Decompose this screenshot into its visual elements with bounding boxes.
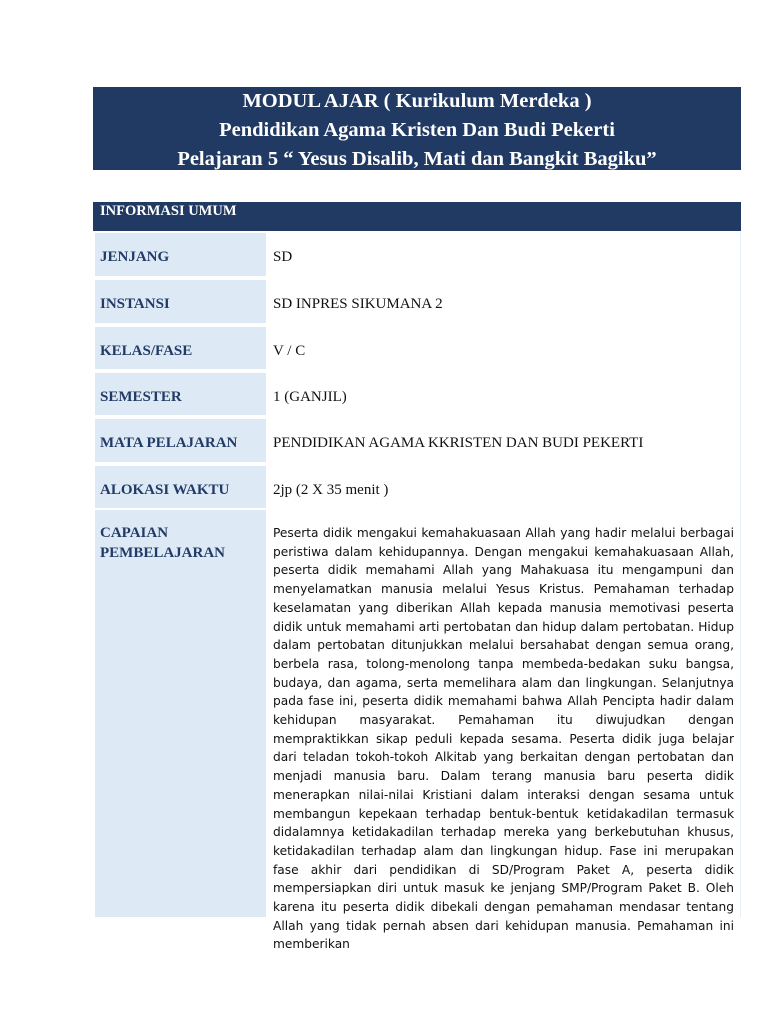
title-line-1: MODUL AJAR ( Kurikulum Merdeka ) [242, 90, 592, 112]
row-label: ALOKASI WAKTU [95, 466, 266, 508]
table-row-instansi [93, 278, 741, 325]
row-label: JENJANG [95, 233, 266, 276]
row-label: KELAS/FASE [95, 327, 266, 369]
row-label: INSTANSI [95, 280, 266, 323]
row-value: 2jp (2 X 35 menit ) [273, 482, 389, 498]
capaian-pembelajaran-text: Peserta didik mengakui kemahakuasaan Allah yang hadir melalui berbagai peristiwa dalam kehidupannya. Dengan mengakui kemahakuasaan Allah, peserta didik memahami Allah yang Mahakuasa itu mengampuni dan menyelamatkan manusia melalui Yesus Kristus. Pemahaman terhadap keselamatan yang diberikan Allah kepada manusia memotivasi peserta didik untuk memahami arti pertobatan dan hidup dalam pertobatan. Hidup dalam pertobatan ditunjukkan melalui bersahabat dengan semua orang, berbela rasa, tolong-menolong tanpa membeda-bedakan suku bangsa, budaya, dan agama, serta memelihara alam dan lingkungan. Selanjutnya pada fase ini, peserta didik memahami bahwa Allah Pencipta hadir dalam kehidupan masyarakat. Pemahaman itu diwujudkan dengan mempraktikkan sikap peduli kepada sesama. Peserta didik juga belajar dari teladan tokoh-tokoh Alkitab yang berkaitan dengan pertobatan dan menjadi manusia baru. Dalam terang manusia baru peserta didik menerapkan nilai-nilai Kristiani dalam interaksi dengan sesama untuk membangun kepekaan terhadap bentuk-bentuk ketidakadilan termasuk didalamnya ketidakadilan terhadap mereka yang berkebutuhan khusus, ketidakadilan terhadap alam dan lingkungan hidup. Fase ini merupakan fase akhir dari pendidikan di SD/Program Paket A, peserta didik mempersiapkan diri untuk masuk ke jenjang SMP/Program Paket B. Oleh karena itu peserta didik dibekali dengan pemahaman mendasar tentang Allah yang tidak pernah absen dari kehidupan manusia. Pemahaman ini memberikan [273, 526, 734, 952]
row-value: SD [273, 249, 293, 265]
table-right-border [740, 231, 741, 917]
row-value: SD INPRES SIKUMANA 2 [273, 296, 443, 312]
table-row-alokasi-waktu [93, 464, 741, 510]
table-row-jenjang [93, 231, 741, 278]
table-row-semester [93, 371, 741, 417]
capaian-label-line-2: PEMBELAJARAN [100, 545, 226, 561]
table-row-mata-pelajaran [93, 417, 741, 464]
row-value: V / C [273, 343, 306, 359]
section-heading-informasi-umum: INFORMASI UMUM [93, 202, 741, 231]
capaian-pembelajaran-label [95, 510, 266, 917]
table-row-kelas-fase [93, 325, 741, 371]
row-value: PENDIDIKAN AGAMA KKRISTEN DAN BUDI PEKERTI [273, 435, 644, 451]
document-title-block [93, 87, 741, 170]
title-line-2: Pendidikan Agama Kristen Dan Budi Pekerti [219, 119, 615, 141]
title-line-3: Pelajaran 5 “ Yesus Disalib, Mati dan Bangkit Bagiku” [177, 148, 657, 170]
row-value: 1 (GANJIL) [273, 389, 347, 405]
row-label: SEMESTER [95, 373, 266, 415]
capaian-label-line-1: CAPAIAN [100, 525, 169, 541]
row-label: MATA PELAJARAN [95, 419, 266, 462]
